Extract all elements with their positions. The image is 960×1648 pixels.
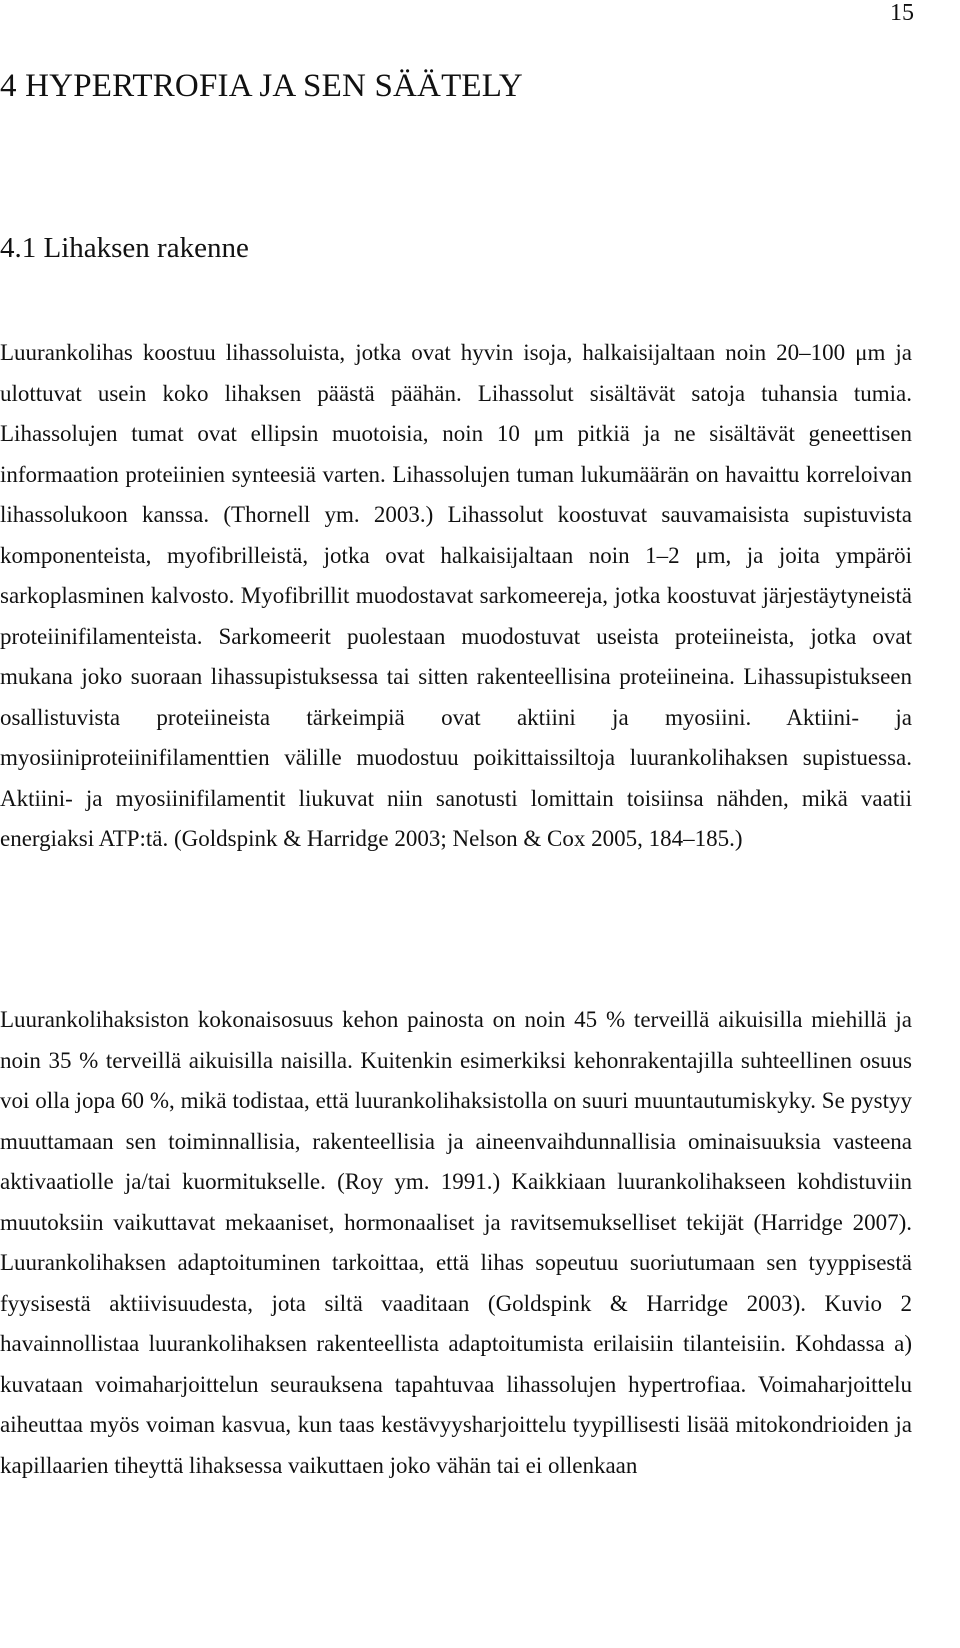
chapter-heading: 4 HYPERTROFIA JA SEN SÄÄTELY [0, 68, 523, 104]
section-heading: 4.1 Lihaksen rakenne [0, 232, 249, 264]
body-paragraph: Luurankolihas koostuu lihassoluista, jotka ovat hyvin isoja, halkaisijaltaan noin 20–100 μm ja ulottuvat usein koko lihaksen päästä päähän. Lihassolut sisältävät satoja tuhansia tumia. Lihassolujen tumat ovat ellipsin muotoisia, noin 10 μm pitkiä ja ne sisältävät geneettisen informaation proteiinien synteesiä varten. Lihassolujen tuman lukumäärän on havaittu korreloivan lihassolukoon kanssa. (Thornell ym. 2003.) Lihassolut koostuvat sauvamaisista supistuvista komponenteista, myofibrilleistä, jotka ovat halkaisijaltaan noin 1–2 μm, ja joita ympäröi sarkoplasminen kalvosto. Myofibrillit muodostavat sarkomeereja, jotka koostuvat järjestäytyneistä proteiinifilamenteista. Sarkomeerit puolestaan muodostuvat useista proteiineista, jotka ovat mukana joko suoraan lihassupistuksessa tai sitten rakenteellisina proteiineina. Lihassupistukseen osallistuvista proteiineista tärkeimpiä ovat aktiini ja myosiini. Aktiini- ja myosiiniproteiinifilamenttien välille muodostuu poikittaissiltoja luurankolihaksen supistuessa. Aktiini- ja myosiinifilamentit liukuvat niin sanotusti lomittain toisiinsa nähden, mikä vaatii energiaksi ATP:tä. (Goldspink & Harridge 2003; Nelson & Cox 2005, 184–185.) [0, 340, 912, 851]
page-number: 15 [890, 0, 914, 26]
body-paragraph: Luurankolihaksiston kokonaisosuus kehon painosta on noin 45 % terveillä aikuisilla miehillä ja noin 35 % terveillä aikuisilla naisilla. Kuitenkin esimerkiksi kehonrakentajilla suhteellinen osuus voi olla jopa 60 %, mikä todistaa, että luurankolihaksistolla on suuri muuntautumiskyky. Se pystyy muuttamaan sen toiminnallisia, rakenteellisia ja aineenvaihdunnallisia ominaisuuksia vasteena aktivaatiolle ja/tai kuormitukselle. (Roy ym. 1991.) Kaikkiaan luurankolihakseen kohdistuviin muutoksiin vaikuttavat mekaaniset, hormonaaliset ja ravitsemukselliset tekijät (Harridge 2007). Luurankolihaksen adaptoituminen tarkoittaa, että lihas sopeutuu suoriutumaan sen tyyppisestä fyysisestä aktiivisuudesta, jota siltä vaaditaan (Goldspink & Harridge 2003). Kuvio 2 havainnollistaa luurankolihaksen rakenteellista adaptoitumista erilaisiin tilanteisiin. Kohdassa a) kuvataan voimaharjoittelun seurauksena tapahtuvaa lihassolujen hypertrofiaa. Voimaharjoittelu aiheuttaa myös voiman kasvua, kun taas kestävyysharjoittelu tyypillisesti lisää mitokondrioiden ja kapillaarien tiheyttä lihaksessa vaikuttaen joko vähän tai ei ollenkaan [0, 1007, 912, 1478]
